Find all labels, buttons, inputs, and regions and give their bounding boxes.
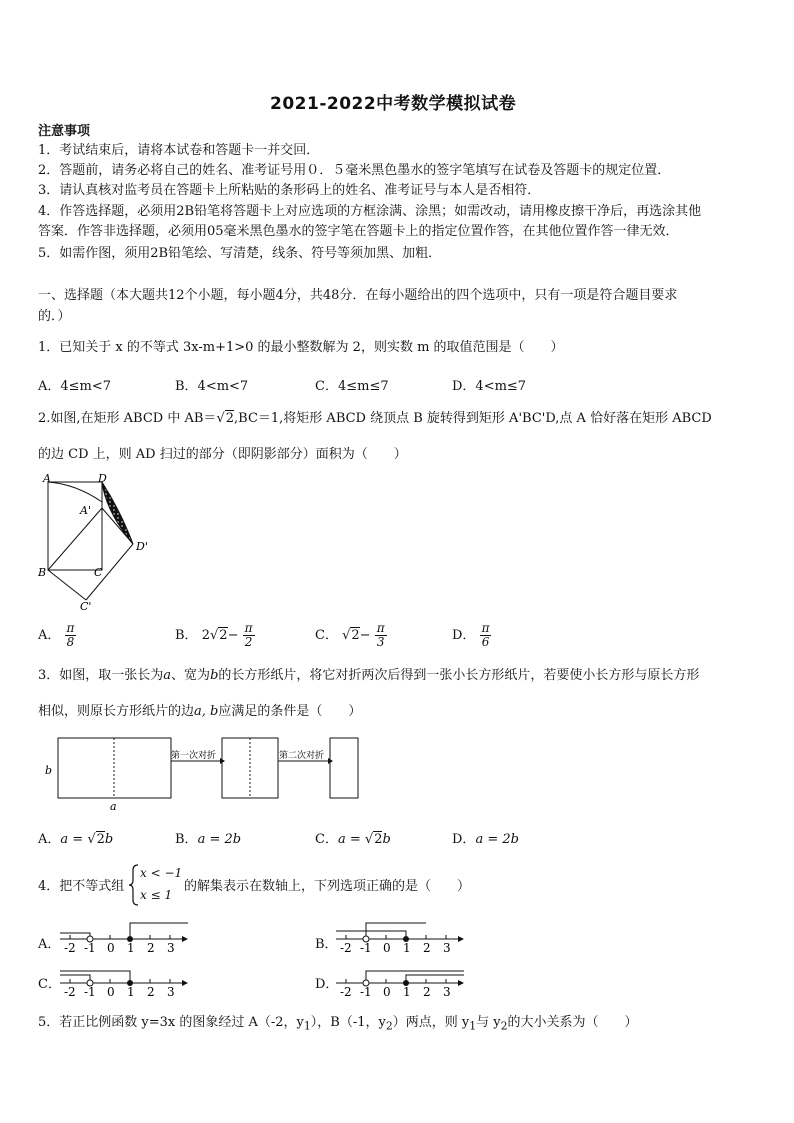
option-letter: A． (38, 832, 61, 847)
sqrt-symbol: √ (209, 628, 219, 643)
equals: = (68, 832, 88, 847)
q4-system-line1: x < −1 (140, 866, 183, 880)
sqrt-symbol: √ (216, 411, 225, 426)
numerator: π (66, 621, 75, 635)
q3-stem (38, 668, 699, 684)
line-b-c1 (48, 570, 86, 600)
sqrt-symbol: √ (364, 832, 374, 847)
numerator: π (244, 621, 253, 635)
fraction (243, 622, 255, 649)
option-letter: B． (175, 832, 198, 847)
label-a-prime: A' (80, 504, 91, 517)
q3-stem2-part-b: 应满足的条件是（ ） (218, 704, 362, 719)
denominator: 6 (481, 635, 490, 649)
q3-option-d[interactable] (452, 828, 519, 847)
q2-stem-part-a: 2.如图,在矩形 ABCD 中 AB＝ (38, 411, 217, 426)
svg-text:3: 3 (443, 985, 451, 997)
lhs: a (60, 832, 69, 847)
rhs: b (104, 832, 114, 847)
q1-option-d[interactable]: D．4<m≤7 (452, 379, 527, 394)
q2-option-b[interactable] (175, 622, 255, 649)
q4-option-a-number-line[interactable] (58, 919, 192, 953)
q2-stem-part-b: ,BC＝1,将矩形 ABCD 绕顶点 B 旋转得到矩形 A'BC'D,点 A 恰好落在矩形 ABCD (234, 411, 712, 426)
q4-option-c-letter[interactable]: C． (38, 977, 61, 992)
numerator: π (376, 621, 385, 635)
rect-abcd (48, 482, 102, 570)
denominator: 8 (66, 635, 75, 649)
q3-option-a[interactable] (38, 828, 113, 847)
q2-rectangle-rotation-figure (36, 472, 156, 612)
svg-text:-1: -1 (360, 985, 372, 997)
svg-text:0: 0 (107, 985, 115, 997)
svg-text:1: 1 (127, 941, 135, 953)
q1-stem: 1．已知关于 x 的不等式 3x-m+1>0 的最小整数解为 2，则实数 m 的取值范围是（ ） (38, 340, 564, 355)
svg-text:-1: -1 (84, 985, 96, 997)
svg-text:1: 1 (127, 985, 135, 997)
q4-stem-part-a: 4．把不等式组 (38, 879, 125, 894)
section-heading-line2: 的．） (38, 309, 71, 324)
fold2-label: 第二次对折 (279, 751, 325, 761)
var-a: a (163, 668, 172, 683)
svg-text:0: 0 (383, 985, 391, 997)
q3-option-b[interactable] (175, 828, 241, 847)
q2-option-a[interactable] (38, 622, 76, 649)
label-d-prime: D' (136, 540, 148, 553)
option-letter: A． (38, 628, 61, 643)
sqrt-value: 2 (96, 832, 105, 847)
svg-text:-2: -2 (64, 941, 76, 953)
small-rectangle (330, 738, 358, 798)
line-b-a1 (48, 508, 102, 570)
notice-item-4: 4．作答选择题，必须用2B铅笔将答题卡上对应选项的方框涂满、涂黑；如需改动，请用橡皮擦干净后，再选涂其他 (38, 204, 702, 219)
q1-option-b[interactable]: B．4<m<7 (175, 379, 249, 394)
fraction (480, 622, 492, 649)
q3-stem-part-a: 3．如图，取一张长为 (38, 668, 164, 683)
label-c: C (94, 566, 103, 579)
equals: = (345, 832, 365, 847)
option-letter: C． (315, 628, 338, 643)
sqrt-value: 2 (351, 628, 360, 643)
label-c-prime: C' (80, 600, 92, 612)
side-a-label: a (110, 800, 117, 813)
notice-item-5: 5．如需作图，须用2B铅笔绘、写清楚，线条、符号等须加黑、加粗． (38, 246, 442, 261)
expression: a = 2b (197, 832, 242, 847)
q4-system-line2: x ≤ 1 (140, 888, 173, 902)
brace-icon (128, 864, 140, 906)
denominator: 2 (244, 635, 253, 649)
q2-sqrt-value: 2 (225, 411, 235, 426)
ticks (70, 935, 170, 939)
sub-2: 2 (385, 1019, 393, 1033)
lhs: a (337, 832, 346, 847)
q4-option-a-letter[interactable]: A． (38, 937, 61, 952)
expression: a = 2b (475, 832, 519, 847)
sqrt-symbol: √ (342, 628, 351, 643)
q5-stem-part-a: 5．若正比例函数 y=3x 的图象经过 A（-2，y (38, 1015, 304, 1030)
section-heading-line1: 一、选择题（本大题共12个小题，每小题4分，共48分．在每小题给出的四个选项中，只有一项是符合题目要求 (38, 288, 678, 303)
q3-option-c[interactable] (315, 828, 391, 847)
q3-stem-part-c: 的长方形纸片，将它对折两次后得到一张小长方形纸片，若要使小长方形与原长方形 (218, 668, 700, 683)
denominator: 3 (376, 635, 385, 649)
label-d: D (98, 472, 107, 485)
q5-stem-part-d: 与 y (476, 1015, 501, 1030)
q4-option-d-number-line[interactable] (334, 963, 468, 997)
svg-text:-2: -2 (340, 941, 352, 953)
numerator: π (481, 621, 490, 635)
notice-item-1: 1．考试结束后，请将本试卷和答题卡一并交回． (38, 143, 320, 158)
label-a: A (43, 472, 51, 485)
svg-text:1: 1 (403, 941, 411, 953)
q4-stem-part-b: 的解集表示在数轴上，下列选项正确的是（ ） (184, 879, 471, 894)
q5-stem-part-b: ），B（-1，y (310, 1015, 386, 1030)
svg-text:2: 2 (423, 985, 431, 997)
svg-text:0: 0 (383, 941, 391, 953)
sqrt-value: 2 (374, 832, 383, 847)
sqrt-value: 2 (219, 628, 228, 643)
svg-text:-1: -1 (360, 941, 372, 953)
fold1-label: 第一次对折 (171, 751, 217, 761)
q3-folding-figure (40, 734, 370, 814)
fraction (65, 622, 77, 649)
q5-stem-part-c: ）两点，则 y (392, 1015, 470, 1030)
svg-text:2: 2 (147, 985, 155, 997)
q1-option-a[interactable]: A．4≤m<7 (38, 379, 112, 394)
option-letter: D． (452, 628, 476, 643)
side-b-label: b (45, 764, 53, 777)
label-b: B (38, 566, 47, 579)
svg-text:2: 2 (423, 941, 431, 953)
q5-stem-part-e: 的大小关系为（ ） (507, 1015, 638, 1030)
q2-option-d[interactable] (452, 622, 491, 649)
svg-text:-2: -2 (340, 985, 352, 997)
fraction (375, 622, 387, 649)
option-letter: D． (452, 832, 476, 847)
notice-heading: 注意事项 (38, 124, 91, 139)
q4-option-d-letter[interactable]: D． (315, 977, 339, 992)
page-title: 2021-2022中考数学模拟试卷 (270, 94, 517, 114)
sqrt-symbol: √ (87, 832, 96, 847)
sub-4: 2 (500, 1019, 508, 1033)
q2-option-c[interactable] (315, 622, 387, 649)
q4-option-c-number-line[interactable] (58, 963, 192, 997)
svg-text:3: 3 (167, 941, 175, 953)
q5-stem (38, 1015, 638, 1035)
rhs: b (382, 832, 391, 847)
q3-stem-line2 (38, 704, 361, 720)
svg-text:1: 1 (403, 985, 411, 997)
svg-text:0: 0 (107, 941, 115, 953)
notice-item-3: 3．请认真核对监考员在答题卡上所粘贴的条形码上的姓名、准考证号与本人是否相符． (38, 183, 541, 198)
arc-a (48, 482, 102, 502)
svg-text:-2: -2 (64, 985, 76, 997)
minus-sign: − (227, 628, 239, 643)
q3-stem-part-b: 、宽为 (171, 668, 211, 683)
notice-item-4-cont: 答案．作答非选择题，必须用05毫米黑色墨水的签字笔在答题卡上的指定位置作答，在其他位置作答一律无效． (38, 224, 679, 239)
minus-sign: − (359, 628, 371, 643)
var-b: b (210, 668, 219, 683)
notice-item-2: 2．答题前，请务必将自己的姓名、准考证号用０．５毫米黑色墨水的签字笔填写在试卷及答题卡的规定位置． (38, 163, 671, 178)
q4-option-b-number-line[interactable] (334, 919, 468, 953)
q1-option-c[interactable]: C．4≤m≤7 (315, 379, 389, 394)
svg-text:3: 3 (167, 985, 175, 997)
q2-stem (38, 411, 712, 427)
option-letter: C． (315, 832, 338, 847)
q4-option-b-letter[interactable]: B． (315, 937, 338, 952)
coefficient: 2 (201, 628, 210, 643)
q3-stem2-part-a: 相似，则原长方形纸片的边 (38, 704, 195, 719)
svg-text:2: 2 (147, 941, 155, 953)
svg-text:-1: -1 (84, 941, 96, 953)
vars-ab: a, b (194, 704, 219, 719)
sub-1: 1 (303, 1019, 311, 1033)
option-letter: B． (175, 628, 198, 643)
q2-stem-line2: 的边 CD 上，则 AD 扫过的部分（即阴影部分）面积为（ ） (38, 447, 407, 462)
sub-3: 1 (469, 1019, 477, 1033)
svg-text:3: 3 (443, 941, 451, 953)
